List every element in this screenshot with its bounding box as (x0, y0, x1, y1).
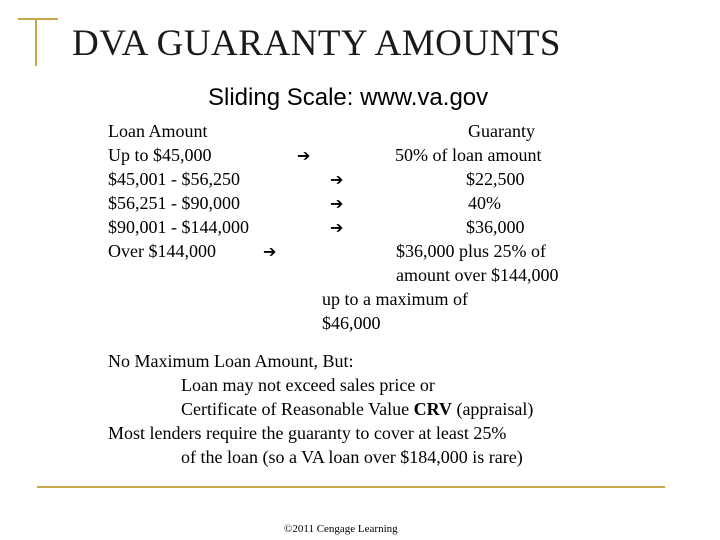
loan-amount-row-1: Up to $45,000 (108, 145, 212, 165)
page-title: DVA GUARANTY AMOUNTS (72, 23, 561, 64)
guaranty-row-4: $36,000 (466, 217, 525, 237)
arrow-icon: ➔ (330, 194, 344, 213)
loan-amount-row-4: $90,001 - $144,000 (108, 217, 249, 237)
loan-amount-row-3: $56,251 - $90,000 (108, 193, 240, 213)
note-crv (181, 398, 533, 421)
guaranty-row-5-line-1: $36,000 plus 25% of (396, 241, 546, 261)
note-lenders: Most lenders require the guaranty to cover at least 25% (108, 423, 507, 443)
copyright-footer: ©2011 Cengage Learning (284, 523, 398, 535)
guaranty-row-5-line-2: amount over $144,000 (396, 265, 559, 285)
loan-amount-row-5: Over $144,000 (108, 241, 216, 261)
arrow-icon: ➔ (330, 170, 344, 189)
guaranty-row-5-line-4: $46,000 (322, 313, 381, 333)
guaranty-row-3: 40% (468, 193, 501, 213)
header-guaranty: Guaranty (468, 121, 535, 141)
note-rare: of the loan (so a VA loan over $184,000 is rare) (181, 447, 523, 467)
subtitle: Sliding Scale: www.va.gov (208, 84, 489, 111)
arrow-icon: ➔ (330, 218, 344, 237)
guaranty-row-1: 50% of loan amount (395, 145, 542, 165)
note-crv-bold: CRV (413, 399, 452, 419)
note-crv-suffix: (appraisal) (451, 399, 534, 419)
note-crv-prefix: Certificate of Reasonable Value (181, 399, 414, 419)
bottom-divider (37, 486, 665, 488)
top-accent-line (18, 18, 58, 20)
loan-amount-row-2: $45,001 - $56,250 (108, 169, 240, 189)
header-loan-amount: Loan Amount (108, 121, 208, 141)
note-sales-price: Loan may not exceed sales price or (181, 375, 435, 395)
arrow-icon: ➔ (263, 242, 277, 261)
guaranty-row-5-line-3: up to a maximum of (322, 289, 468, 309)
guaranty-row-2: $22,500 (466, 169, 525, 189)
left-accent-line (35, 18, 37, 66)
arrow-icon: ➔ (297, 146, 311, 165)
note-no-maximum: No Maximum Loan Amount, But: (108, 351, 354, 371)
